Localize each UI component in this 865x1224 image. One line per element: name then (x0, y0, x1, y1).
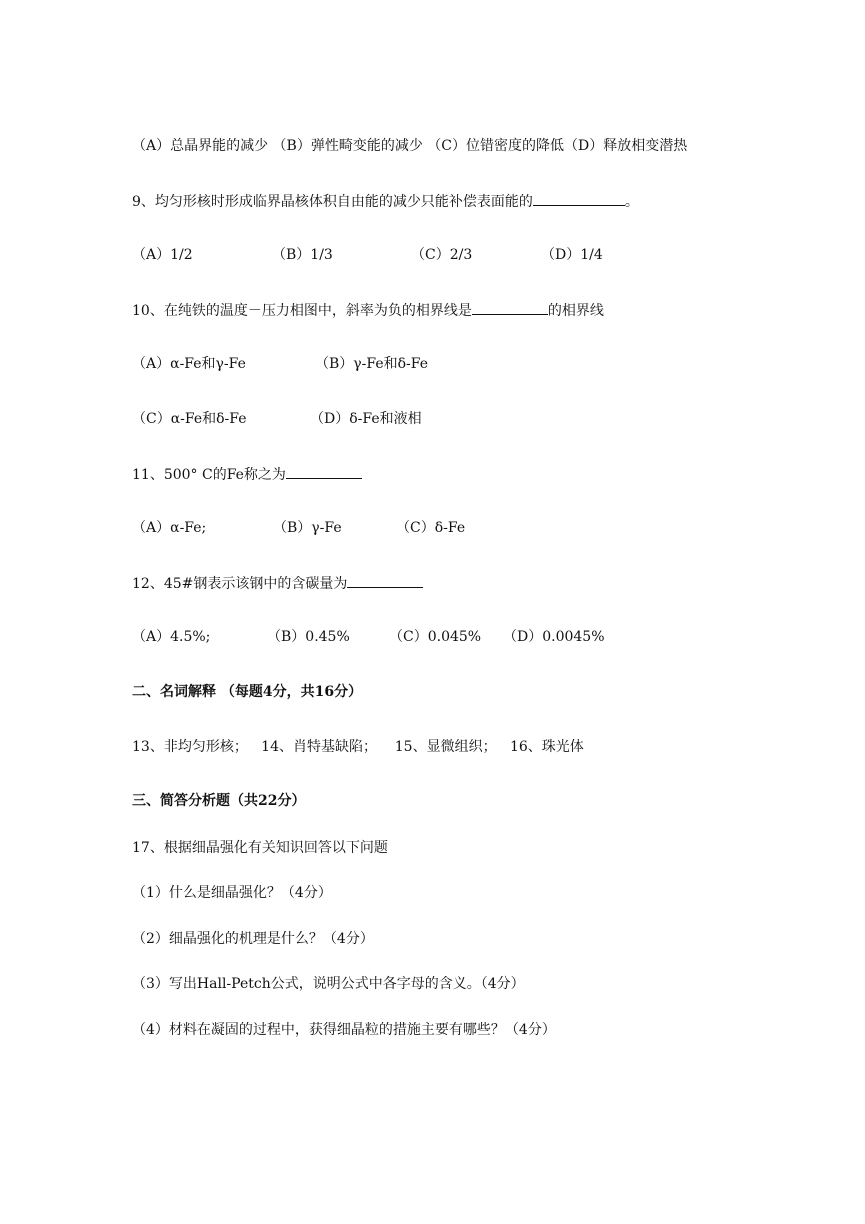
q11-option-c: （C）δ-Fe (396, 520, 466, 536)
q10-option-b: （B）γ-Fe和δ-Fe (315, 356, 429, 372)
q17-sub-3: （3）写出Hall-Petch公式，说明公式中各字母的含义。（4分） (132, 976, 525, 992)
q9-option-a: （A）1/2 (132, 247, 193, 263)
q17-sub-4: （4）材料在凝固的过程中，获得细晶粒的措施主要有哪些？（4分） (132, 1022, 556, 1038)
q10-answer-blank (472, 300, 548, 315)
q9-stem-end: 。 (624, 194, 639, 210)
q8-options: （A）总晶界能的减少 （B）弹性畸变能的减少 （C）位错密度的降低（D）释放相变潜热 (132, 138, 688, 154)
q17-sub-2: （2）细晶强化的机理是什么？（4分） (132, 931, 374, 947)
q9-answer-blank (533, 191, 625, 206)
q10-stem-end: 的相界线 (547, 303, 604, 319)
q9-option-b: （B）1/3 (272, 247, 333, 263)
q11-stem (132, 464, 362, 485)
q10-option-a: （A）α-Fe和γ-Fe (132, 356, 246, 372)
section-2-heading: 二、名词解释 （每题4分，共16分） (132, 684, 363, 700)
q12-stem-text: 12、45#钢表示该钢中的含碳量为 (132, 576, 348, 592)
q12-answer-blank (347, 573, 423, 588)
q12-option-b: （B）0.45% (267, 629, 350, 645)
q10-stem-text: 10、在纯铁的温度－压力相图中，斜率为负的相界线是 (132, 303, 472, 319)
q12-option-d: （D）0.0045% (503, 629, 605, 645)
q17-stem: 17、根据细晶强化有关知识回答以下问题 (132, 840, 388, 856)
q10-stem (132, 300, 604, 321)
q10-option-c: （C）α-Fe和δ-Fe (132, 411, 247, 427)
q17-sub-1: （1）什么是细晶强化？（4分） (132, 885, 332, 901)
q10-option-d: （D）δ-Fe和液相 (310, 411, 422, 427)
q12-stem (132, 573, 423, 594)
q9-stem (132, 191, 639, 212)
q11-option-b: （B）γ-Fe (273, 520, 342, 536)
section-2-terms: 13、非均匀形核； 14、肖特基缺陷； 15、显微组织； 16、珠光体 (132, 739, 584, 755)
q9-option-c: （C）2/3 (411, 247, 473, 263)
section-3-heading: 三、简答分析题（共22分） (132, 793, 306, 809)
q12-option-a: （A）4.5%; (132, 629, 211, 645)
q11-option-a: （A）α-Fe; (132, 520, 207, 536)
q11-stem-text: 11、500° C的Fe称之为 (132, 467, 286, 483)
q9-option-d: （D）1/4 (541, 247, 603, 263)
q11-answer-blank (286, 464, 362, 479)
q12-option-c: （C）0.045% (389, 629, 482, 645)
q9-stem-text: 9、均匀形核时形成临界晶核体积自由能的减少只能补偿表面能的 (132, 194, 533, 210)
